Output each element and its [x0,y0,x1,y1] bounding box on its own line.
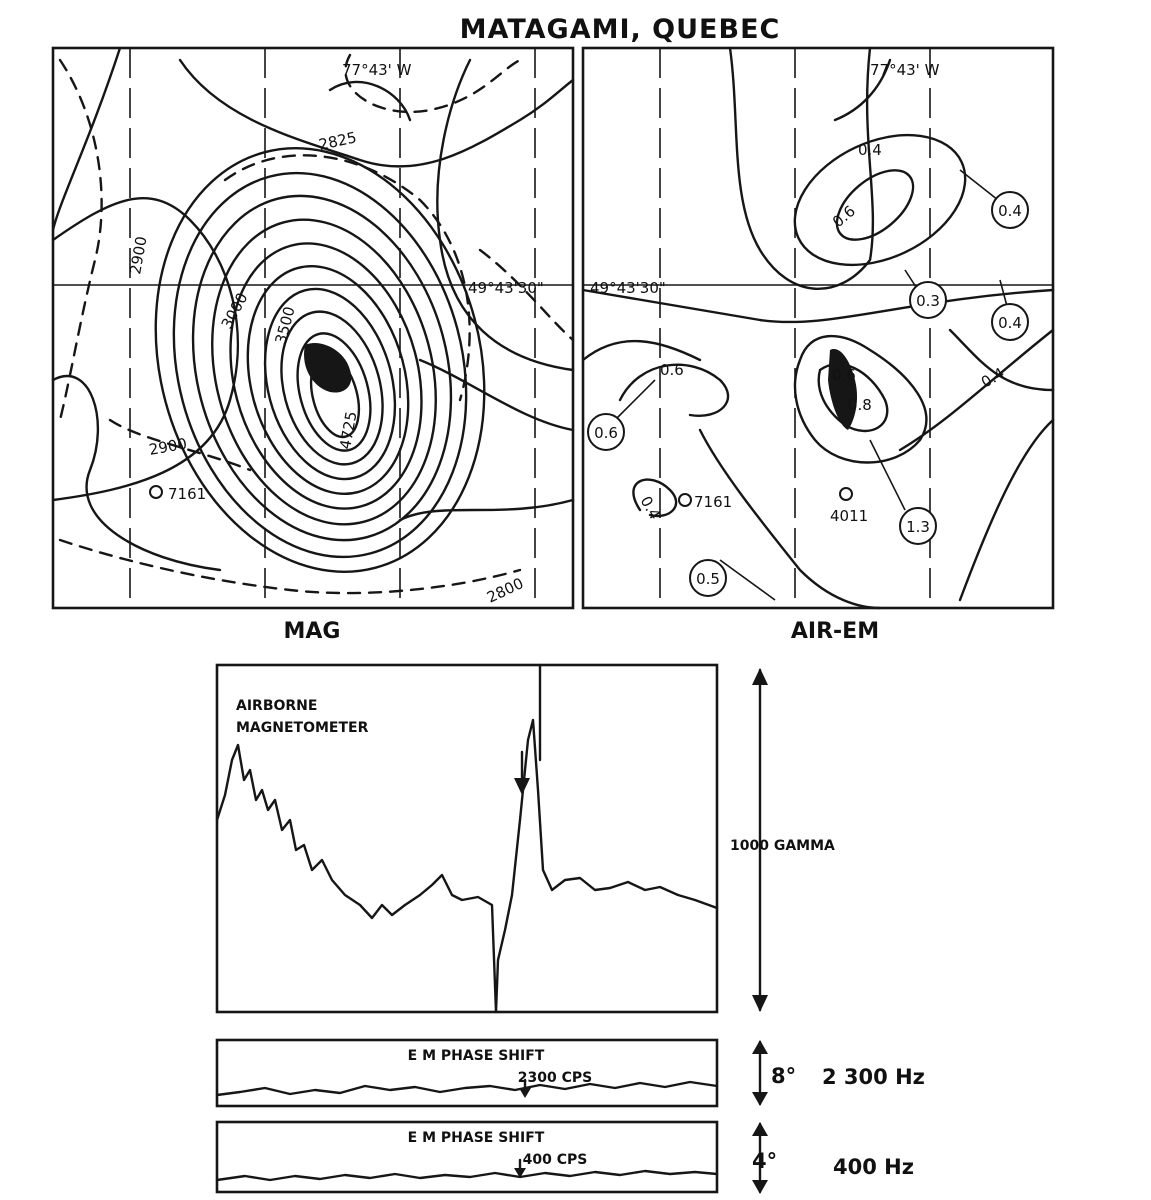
em-2300-title: E M PHASE SHIFT [407,1048,545,1064]
em-400-hz-label: 400 Hz [833,1155,914,1179]
airem-map [583,48,1053,644]
airem-contour-label: 0.8 [848,396,872,414]
mag-contour [420,360,573,430]
em-400-trace [217,1171,717,1180]
svg-text:0.6: 0.6 [594,424,618,442]
airem-contour [774,109,986,290]
svg-text:0.3: 0.3 [916,292,940,310]
airem-contour-label: 0.6 [832,366,856,384]
mag-contour-label: 3000 [217,289,252,332]
svg-text:0.4: 0.4 [998,202,1022,220]
airem-contour-label: 0.6 [660,361,684,379]
svg-text:0.4: 0.4 [998,314,1022,332]
airem-geology-line [730,48,873,289]
em-2300-frequency: 2300 CPS [517,1070,593,1086]
mag-profile-title-line2: MAGNETOMETER [236,720,369,736]
mag-contour [437,60,573,370]
mag-dashed-contour [60,540,520,593]
airem-contour [960,420,1053,600]
em-400-frequency: 400 CPS [522,1152,588,1168]
mag-contour [53,48,120,230]
mag-contour [330,82,410,120]
airem-map-caption: AIR-EM [790,619,880,644]
mag-contour-label: 2825 [317,128,359,154]
mag-contour-label: 2900 [147,434,189,459]
airem-station-marker [679,494,691,506]
airem-contour-label: 0.6 [829,201,859,232]
airem-contour-label: 0.4 [636,493,665,523]
svg-text:0.5: 0.5 [696,570,720,588]
figure-title: MATAGAMI, QUEBEC [459,14,781,45]
mag-scale-label: 1000 GAMMA [730,838,835,854]
mag-profile-trace [217,720,717,1012]
mag-map [53,48,573,644]
em-2300-scale: 8° [771,1064,797,1088]
mag-contour-label: 4725 [336,409,361,451]
mag-station-marker [150,486,162,498]
svg-text:1.3: 1.3 [906,518,930,536]
mag-contour-label: 2900 [126,234,151,276]
mag-profile-frame [217,665,717,1012]
em-400-profile [217,1122,914,1194]
mag-contour-label: 3500 [271,304,299,347]
airem-geology-line [583,341,700,360]
airem-contour-label: 0.4 [978,363,1008,392]
airem-station-marker [840,488,852,500]
em-2300-trace [217,1082,717,1095]
airem-orebody [828,349,857,430]
airborne-magnetometer-profile [217,665,835,1012]
em-400-title: E M PHASE SHIFT [407,1130,545,1146]
mag-map-caption: MAG [283,619,341,644]
airem-latitude-label: 49°43'30" [590,279,666,297]
airem-map-frame [583,48,1053,608]
mag-longitude-label: 77°43' W [342,61,412,79]
airem-contour-label: 0.4 [858,141,882,159]
airem-station-label: 7161 [694,493,733,511]
airem-longitude-label: 77°43' W [870,61,940,79]
mag-station-label: 7161 [168,485,207,503]
em-400-scale: 4° [752,1149,778,1173]
mag-latitude-label: 49°43'30" [468,279,544,297]
mag-map-frame [53,48,573,608]
mag-profile-title-line1: AIRBORNE [236,698,318,714]
airem-station-label: 4011 [830,507,869,525]
em-2300-profile [217,1040,925,1106]
em-2300-hz-label: 2 300 Hz [822,1065,925,1089]
mag-contour-label: 2800 [484,574,527,607]
mag-profile-arrowhead [514,778,530,795]
airem-contour [824,157,925,253]
